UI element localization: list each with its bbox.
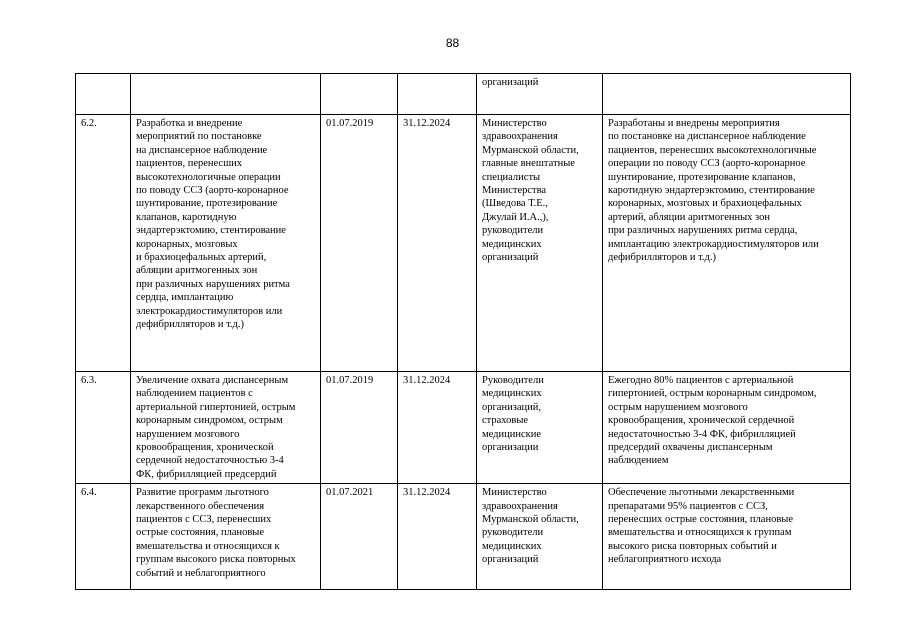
action-plan-table [75, 73, 851, 590]
row-number-cell [76, 74, 131, 115]
cell-text-line: недостаточностью 3-4 ФК, фибрилляцией [608, 428, 796, 440]
table-row [76, 484, 851, 590]
cell-text-line: Мурманской области, [482, 514, 579, 526]
cell-text: 01.07.2019 [326, 375, 374, 386]
cell-text-line: препаратами 95% пациентов с ССЗ, [608, 500, 768, 512]
cell-text-line: дефибрилляторов и т.д.) [608, 252, 716, 264]
cell-text: 31.12.2024 [403, 375, 451, 386]
row-number-cell [76, 115, 131, 372]
cell-text-line: дефибрилляторов и т.д.) [136, 319, 244, 331]
cell-text-line: здравоохранения [482, 500, 558, 512]
end-date-cell [398, 115, 477, 372]
cell-text-line: Разработка и внедрение [136, 118, 243, 129]
cell-text-line: специалисты [482, 171, 541, 183]
row-number-cell [76, 484, 131, 590]
cell-text-line: коронарных, мозговых [136, 238, 238, 250]
event-cell [131, 484, 321, 590]
cell-text-line: организаций, [482, 401, 541, 413]
cell-text-line: мероприятий по постановке [136, 131, 262, 143]
cell-text-line: при различных нарушениях ритма сердца, [608, 225, 798, 237]
cell-text-line: артерий, абляции аритмогенных зон [608, 211, 771, 223]
event-cell [131, 372, 321, 484]
cell-text-line: вмешательства и относящихся к [136, 540, 280, 552]
cell-text-line: ФК, фибрилляцией предсердий [136, 468, 277, 480]
cell-text-line: каротидную эндартерэктомию, стентирование [608, 185, 815, 197]
cell-text: 6.4. [81, 487, 97, 499]
cell-text-line: и брахиоцефальных артерий, [136, 252, 267, 264]
cell-text-line: при различных нарушениях ритма [136, 278, 290, 290]
cell-text-line: страховые [482, 415, 529, 427]
cell-text-line: высокого риска повторных событий и [608, 540, 777, 552]
table-row [76, 74, 851, 115]
cell-text-line: острые состояния, плановые [136, 527, 265, 539]
cell-text-line: организаций [482, 77, 539, 88]
responsible-cell [477, 372, 603, 484]
responsible-cell [477, 115, 603, 372]
row-number-cell [76, 372, 131, 484]
table-row [76, 115, 851, 372]
cell-text-line: пациентов с ССЗ, перенесших [136, 514, 272, 526]
cell-text-line: коронарных, мозговых и брахиоцефальных [608, 198, 802, 210]
cell-text-line: по постановке на диспансерное наблюдение [608, 131, 806, 143]
start-date-cell [321, 115, 398, 372]
cell-text-line: руководители [482, 225, 544, 237]
page-number: 88 [445, 36, 460, 50]
cell-text-line: (Шведова Т.Е., [482, 198, 548, 210]
cell-text-line: на диспансерное наблюдение [136, 144, 268, 156]
cell-text-line: Министерства [482, 185, 547, 197]
cell-text-line: событий и неблагоприятного [136, 567, 266, 579]
result-cell [603, 372, 851, 484]
table-row [76, 372, 851, 484]
cell-text-line: вмешательства и относящихся к группам [608, 527, 792, 539]
cell-text-line: Министерство [482, 487, 547, 499]
cell-text-line: предсердий охвачены диспансерным [608, 442, 773, 454]
cell-text-line: наблюдением пациентов с [136, 388, 253, 400]
cell-text-line: пациентов, перенесших [136, 158, 243, 170]
cell-text-line: организации [482, 442, 539, 454]
start-date-cell [321, 372, 398, 484]
cell-text-line: клапанов, каротидную [136, 211, 237, 223]
cell-text-line: абляции аритмогенных зон [136, 265, 258, 277]
cell-text-line: нарушением мозгового [136, 428, 240, 440]
cell-text-line: руководители [482, 527, 544, 539]
cell-text: 01.07.2021 [326, 487, 374, 499]
cell-text: 6.2. [81, 118, 97, 129]
end-date-cell [398, 74, 477, 115]
result-cell [603, 115, 851, 372]
cell-text-line: Джулай И.А.,), [482, 211, 549, 223]
cell-text: 31.12.2024 [403, 118, 451, 129]
cell-text-line: медицинских [482, 540, 542, 552]
cell-text-line: медицинских [482, 238, 542, 250]
cell-text-line: Министерство [482, 118, 547, 129]
cell-text-line: Руководители [482, 375, 544, 386]
cell-text-line: Мурманской области, [482, 144, 579, 156]
responsible-cell [477, 484, 603, 590]
cell-text-line: шунтирование, протезирование клапанов, [608, 171, 796, 183]
cell-text: 31.12.2024 [403, 487, 451, 499]
start-date-cell [321, 74, 398, 115]
cell-text-line: имплантацию электрокардиостимуляторов или [608, 238, 819, 250]
event-cell [131, 74, 321, 115]
cell-text-line: электрокардиостимуляторов или [136, 305, 283, 317]
cell-text-line: по поводу ССЗ (аорто-коронарное [136, 185, 289, 197]
cell-text-line: острым нарушением мозгового [608, 401, 748, 413]
cell-text-line: медицинские [482, 428, 542, 440]
cell-text-line: неблагоприятного исхода [608, 554, 722, 566]
cell-text-line: артериальной гипертонией, острым [136, 401, 296, 413]
cell-text-line: кровообращения, хронической сердечной [608, 415, 795, 427]
cell-text-line: Обеспечение льготными лекарственными [608, 487, 795, 499]
cell-text-line: организаций [482, 554, 539, 566]
cell-text-line: здравоохранения [482, 131, 558, 143]
end-date-cell [398, 484, 477, 590]
cell-text-line: операции по поводу ССЗ (аорто-коронарное [608, 158, 806, 170]
cell-text: 6.3. [81, 375, 97, 386]
cell-text-line: сердца, имплантацию [136, 292, 234, 304]
result-cell [603, 484, 851, 590]
cell-text-line: коронарным синдромом, острым [136, 415, 283, 427]
cell-text-line: гипертонией, острым коронарным синдромом, [608, 388, 817, 400]
cell-text-line: перенесших острые состояния, плановые [608, 514, 793, 526]
cell-text-line: наблюдением [608, 455, 669, 467]
cell-text-line: Увеличение охвата диспансерным [136, 375, 289, 386]
cell-text-line: группам высокого риска повторных [136, 554, 296, 566]
cell-text-line: высокотехнологичные операции [136, 171, 281, 183]
responsible-cell [477, 74, 603, 115]
cell-text-line: эндартерэктомию, стентирование [136, 225, 286, 237]
end-date-cell [398, 372, 477, 484]
cell-text-line: организаций [482, 252, 539, 264]
cell-text-line: Ежегодно 80% пациентов с артериальной [608, 375, 794, 386]
cell-text-line: кровообращения, хронической [136, 442, 274, 454]
cell-text: 01.07.2019 [326, 118, 374, 129]
cell-text-line: шунтирование, протезирование [136, 198, 278, 210]
cell-text-line: лекарственного обеспечения [136, 500, 265, 512]
cell-text-line: главные внештатные [482, 158, 575, 170]
cell-text-line: Развитие программ льготного [136, 487, 269, 499]
result-cell [603, 74, 851, 115]
cell-text-line: Разработаны и внедрены мероприятия [608, 118, 780, 129]
cell-text-line: сердечной недостаточностью 3-4 [136, 455, 284, 467]
event-cell [131, 115, 321, 372]
start-date-cell [321, 484, 398, 590]
cell-text-line: медицинских [482, 388, 542, 400]
cell-text-line: пациентов, перенесших высокотехнологичные [608, 144, 817, 156]
